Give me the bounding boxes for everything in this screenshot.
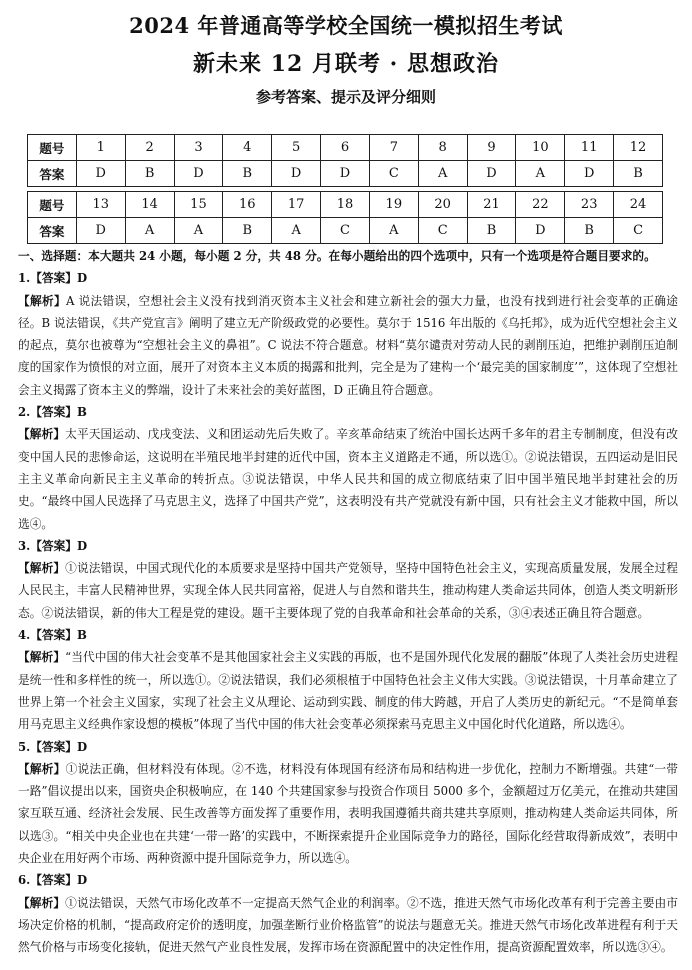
question-number-label: 题号 bbox=[28, 192, 77, 218]
question-answer-line bbox=[18, 624, 678, 646]
analysis-tag: 【解析】 bbox=[18, 561, 66, 576]
question-number-cell: 4 bbox=[223, 135, 272, 161]
analysis-tag: 【解析】 bbox=[18, 293, 66, 308]
answer-label: 答案 bbox=[28, 161, 77, 187]
answer-tag: 【答案】 bbox=[30, 538, 77, 553]
answer-cell: D bbox=[76, 161, 125, 187]
answer-letter: B bbox=[76, 628, 87, 643]
answer-cell: B bbox=[614, 161, 663, 187]
answer-letter: B bbox=[76, 405, 87, 420]
answer-cell: B bbox=[565, 218, 614, 244]
answer-letter: D bbox=[76, 873, 88, 888]
answer-cell: A bbox=[174, 218, 223, 244]
question-number-row bbox=[28, 192, 663, 218]
answer-table bbox=[27, 134, 663, 244]
question-number-cell: 20 bbox=[418, 192, 467, 218]
answer-cell: B bbox=[223, 218, 272, 244]
analysis-paragraph bbox=[18, 646, 678, 735]
answer-cell: C bbox=[321, 218, 370, 244]
question-number-row bbox=[28, 135, 663, 161]
question-number: 6. bbox=[18, 873, 31, 888]
analysis-paragraph bbox=[18, 557, 678, 624]
analysis-paragraph bbox=[18, 423, 678, 534]
answer-cell: D bbox=[467, 161, 516, 187]
question-number-cell: 3 bbox=[174, 135, 223, 161]
analysis-paragraph bbox=[18, 892, 678, 959]
question-number-cell: 19 bbox=[369, 192, 418, 218]
analysis-text: 太平天国运动、戊戌变法、义和团运动先后失败了。辛亥革命结束了统治中国长达两千多年的君主专制制度，但没有改变中国人民的悲惨命运，这说明在半殖民地半封建的近代中国，资本主义道路走不通，所以选①。②说法错误，五四运动是旧民主主义革命向新民主主义革命的转折点。③说法错误，中华人民共和国的成立彻底结束了旧中国半殖民地半封建社会的历史。“最终中国人民选择了马克思主义，选择了中国共产党”，这表明没有共产党就没有新中国，只有社会主义才能救中国，所以选④。 bbox=[18, 427, 678, 531]
answer-explanations bbox=[18, 245, 678, 959]
answer-cell: D bbox=[516, 218, 565, 244]
answer-cell: D bbox=[565, 161, 614, 187]
answer-row bbox=[28, 161, 663, 187]
question-number-cell: 1 bbox=[76, 135, 125, 161]
analysis-tag: 【解析】 bbox=[18, 427, 66, 442]
question-number-cell: 17 bbox=[272, 192, 321, 218]
question-number-cell: 22 bbox=[516, 192, 565, 218]
analysis-text: ①说法错误，中国式现代化的本质要求是坚持中国共产党领导，坚持中国特色社会主义，实现高质量发展，发展全过程人民民主，丰富人民精神世界，实现全体人民共同富裕，促进人与自然和谐共生，推动构建人类命运共同体，创造人类文明新形态。②说法错误，新的伟大工程是党的建设。题干主要体现了党的自我革命和社会革命的关系，③④表述正确且符合题意。 bbox=[18, 561, 678, 620]
answer-letter: D bbox=[76, 739, 88, 754]
answer-tag: 【答案】 bbox=[30, 739, 77, 754]
question-number-cell: 2 bbox=[125, 135, 174, 161]
answer-cell: C bbox=[418, 218, 467, 244]
analysis-tag: 【解析】 bbox=[18, 895, 66, 910]
answer-cell: A bbox=[125, 218, 174, 244]
question-answer-line bbox=[18, 535, 678, 557]
answer-tag: 【答案】 bbox=[30, 271, 77, 286]
question-number-cell: 7 bbox=[369, 135, 418, 161]
analysis-tag: 【解析】 bbox=[18, 761, 66, 776]
answer-cell: B bbox=[125, 161, 174, 187]
question-number-label: 题号 bbox=[28, 135, 77, 161]
question-number: 2. bbox=[18, 405, 31, 420]
question-number: 1. bbox=[18, 271, 31, 286]
question-number-cell: 24 bbox=[614, 192, 663, 218]
question-number-cell: 11 bbox=[565, 135, 614, 161]
answer-cell: B bbox=[467, 218, 516, 244]
answer-cell: A bbox=[516, 161, 565, 187]
answer-cell: D bbox=[321, 161, 370, 187]
question-number-cell: 18 bbox=[321, 192, 370, 218]
analysis-paragraph bbox=[18, 758, 678, 869]
question-number: 3. bbox=[18, 538, 31, 553]
question-answer-line bbox=[18, 869, 678, 891]
answer-cell: A bbox=[272, 218, 321, 244]
question-number-cell: 14 bbox=[125, 192, 174, 218]
question-number-cell: 23 bbox=[565, 192, 614, 218]
question-number-cell: 6 bbox=[321, 135, 370, 161]
answer-letter: D bbox=[76, 538, 88, 553]
answer-tag: 【答案】 bbox=[30, 405, 77, 420]
analysis-text: A 说法错误，空想社会主义没有找到消灭资本主义社会和建立新社会的强大力量，也没有找到进行社会变革的正确途径。B 说法错误，《共产党宣言》阐明了建立无产阶级政党的必要性。莫尔于 1516 年出版的《乌托邦》，成为近代空想社会主义的起点，莫尔也被尊为“空想社会主义的鼻祖”。C 说法不符合题意。材料“莫尔谴责对劳动人民的剥削压迫，把维护剥削压迫制度的国家作为愤恨的对立面，展开了对资本主义本质的揭露和批判，完全是为了建构一个‘最完美的国家制度’”，这体现了空想社会主义揭露了资本主义的弊端，设计了未来社会的美好蓝图，D 正确且符合题意。 bbox=[18, 293, 678, 397]
exam-subtitle: 新未来 12 月联考 · 思想政治 bbox=[193, 51, 499, 77]
question-number-cell: 5 bbox=[272, 135, 321, 161]
question-number-cell: 21 bbox=[467, 192, 516, 218]
question-answer-line bbox=[18, 736, 678, 758]
question-answer-line bbox=[18, 267, 678, 289]
question-list bbox=[18, 267, 678, 958]
answer-cell: C bbox=[614, 218, 663, 244]
question-number-cell: 8 bbox=[418, 135, 467, 161]
analysis-tag: 【解析】 bbox=[18, 650, 66, 665]
answer-key-heading: 参考答案、提示及评分细则 bbox=[255, 88, 436, 106]
answer-cell: D bbox=[272, 161, 321, 187]
analysis-text: ①说法正确，但材料没有体现。②不选，材料没有体现国有经济布局和结构进一步优化，控制力不断增强。共建“一带一路”倡议提出以来，国资央企积极响应，在 140 个共建国家参与投资合作项目 5000 多个，金额超过万亿美元，在推动共建国家互联互通、经济社会发展、民生改善等方面发挥了重要作用，表明我国遵循共商共建共享原则，推动构建人类命运共同体，所以选③。“相关中央企业也在共建‘一带一路’的实践中，不断探索提升企业国际竞争力的路径，国际化经营取得新成效”，表明中央企业在用好两个市场、两种资源中提升国际竞争力，所以选④。 bbox=[18, 761, 678, 866]
answer-cell: D bbox=[76, 218, 125, 244]
question-number-cell: 15 bbox=[174, 192, 223, 218]
question-number-cell: 16 bbox=[223, 192, 272, 218]
question-number-cell: 13 bbox=[76, 192, 125, 218]
answer-label: 答案 bbox=[28, 218, 77, 244]
question-number: 4. bbox=[18, 628, 31, 643]
answer-cell: A bbox=[418, 161, 467, 187]
answer-cell: B bbox=[223, 161, 272, 187]
answer-tag: 【答案】 bbox=[30, 873, 77, 888]
answer-row bbox=[28, 218, 663, 244]
question-number-cell: 9 bbox=[467, 135, 516, 161]
section-intro: 一、选择题：本大题共 24 小题，每小题 2 分，共 48 分。在每小题给出的四个选项中，只有一个选项是符合题目要求的。 bbox=[18, 249, 656, 263]
answer-tag: 【答案】 bbox=[30, 628, 77, 643]
answer-cell: D bbox=[174, 161, 223, 187]
analysis-text: ①说法错误，天然气市场化改革不一定提高天然气企业的利润率。②不选，推进天然气市场化改革有利于完善主要由市场决定价格的机制，“提高政府定价的透明度，加强垄断行业价格监管”的说法与题意无关。推进天然气市场化改革进程有利于天然气价格与市场变化接轨，促进天然气产业良性发展，发挥市场在资源配置中的决定性作用，提高资源配置效率，所以选③④。 bbox=[18, 895, 678, 955]
answer-cell: C bbox=[369, 161, 418, 187]
question-number-cell: 10 bbox=[516, 135, 565, 161]
answer-cell: A bbox=[369, 218, 418, 244]
question-answer-line bbox=[18, 401, 678, 423]
answer-letter: D bbox=[76, 271, 88, 286]
analysis-text: “当代中国的伟大社会变革不是其他国家社会主义实践的再版，也不是国外现代化发展的翻版”体现了人类社会历史进程是统一性和多样性的统一，所以选①。②说法错误，我们必须根植于中国特色社会主义伟大实践。③说法错误，十月革命建立了世界上第一个社会主义国家，实现了社会主义从理论、运动到实践、制度的伟大跨越，开启了人类历史的新纪元。“不是简单套用马克思主义经典作家设想的模板”体现了当代中国的伟大社会变革必须探索马克思主义中国化时代化道路，所以选④。 bbox=[18, 650, 678, 732]
analysis-paragraph bbox=[18, 290, 678, 401]
question-number-cell: 12 bbox=[614, 135, 663, 161]
question-number: 5. bbox=[18, 739, 31, 754]
exam-title: 2024 年普通高等学校全国统一模拟招生考试 bbox=[129, 13, 563, 38]
